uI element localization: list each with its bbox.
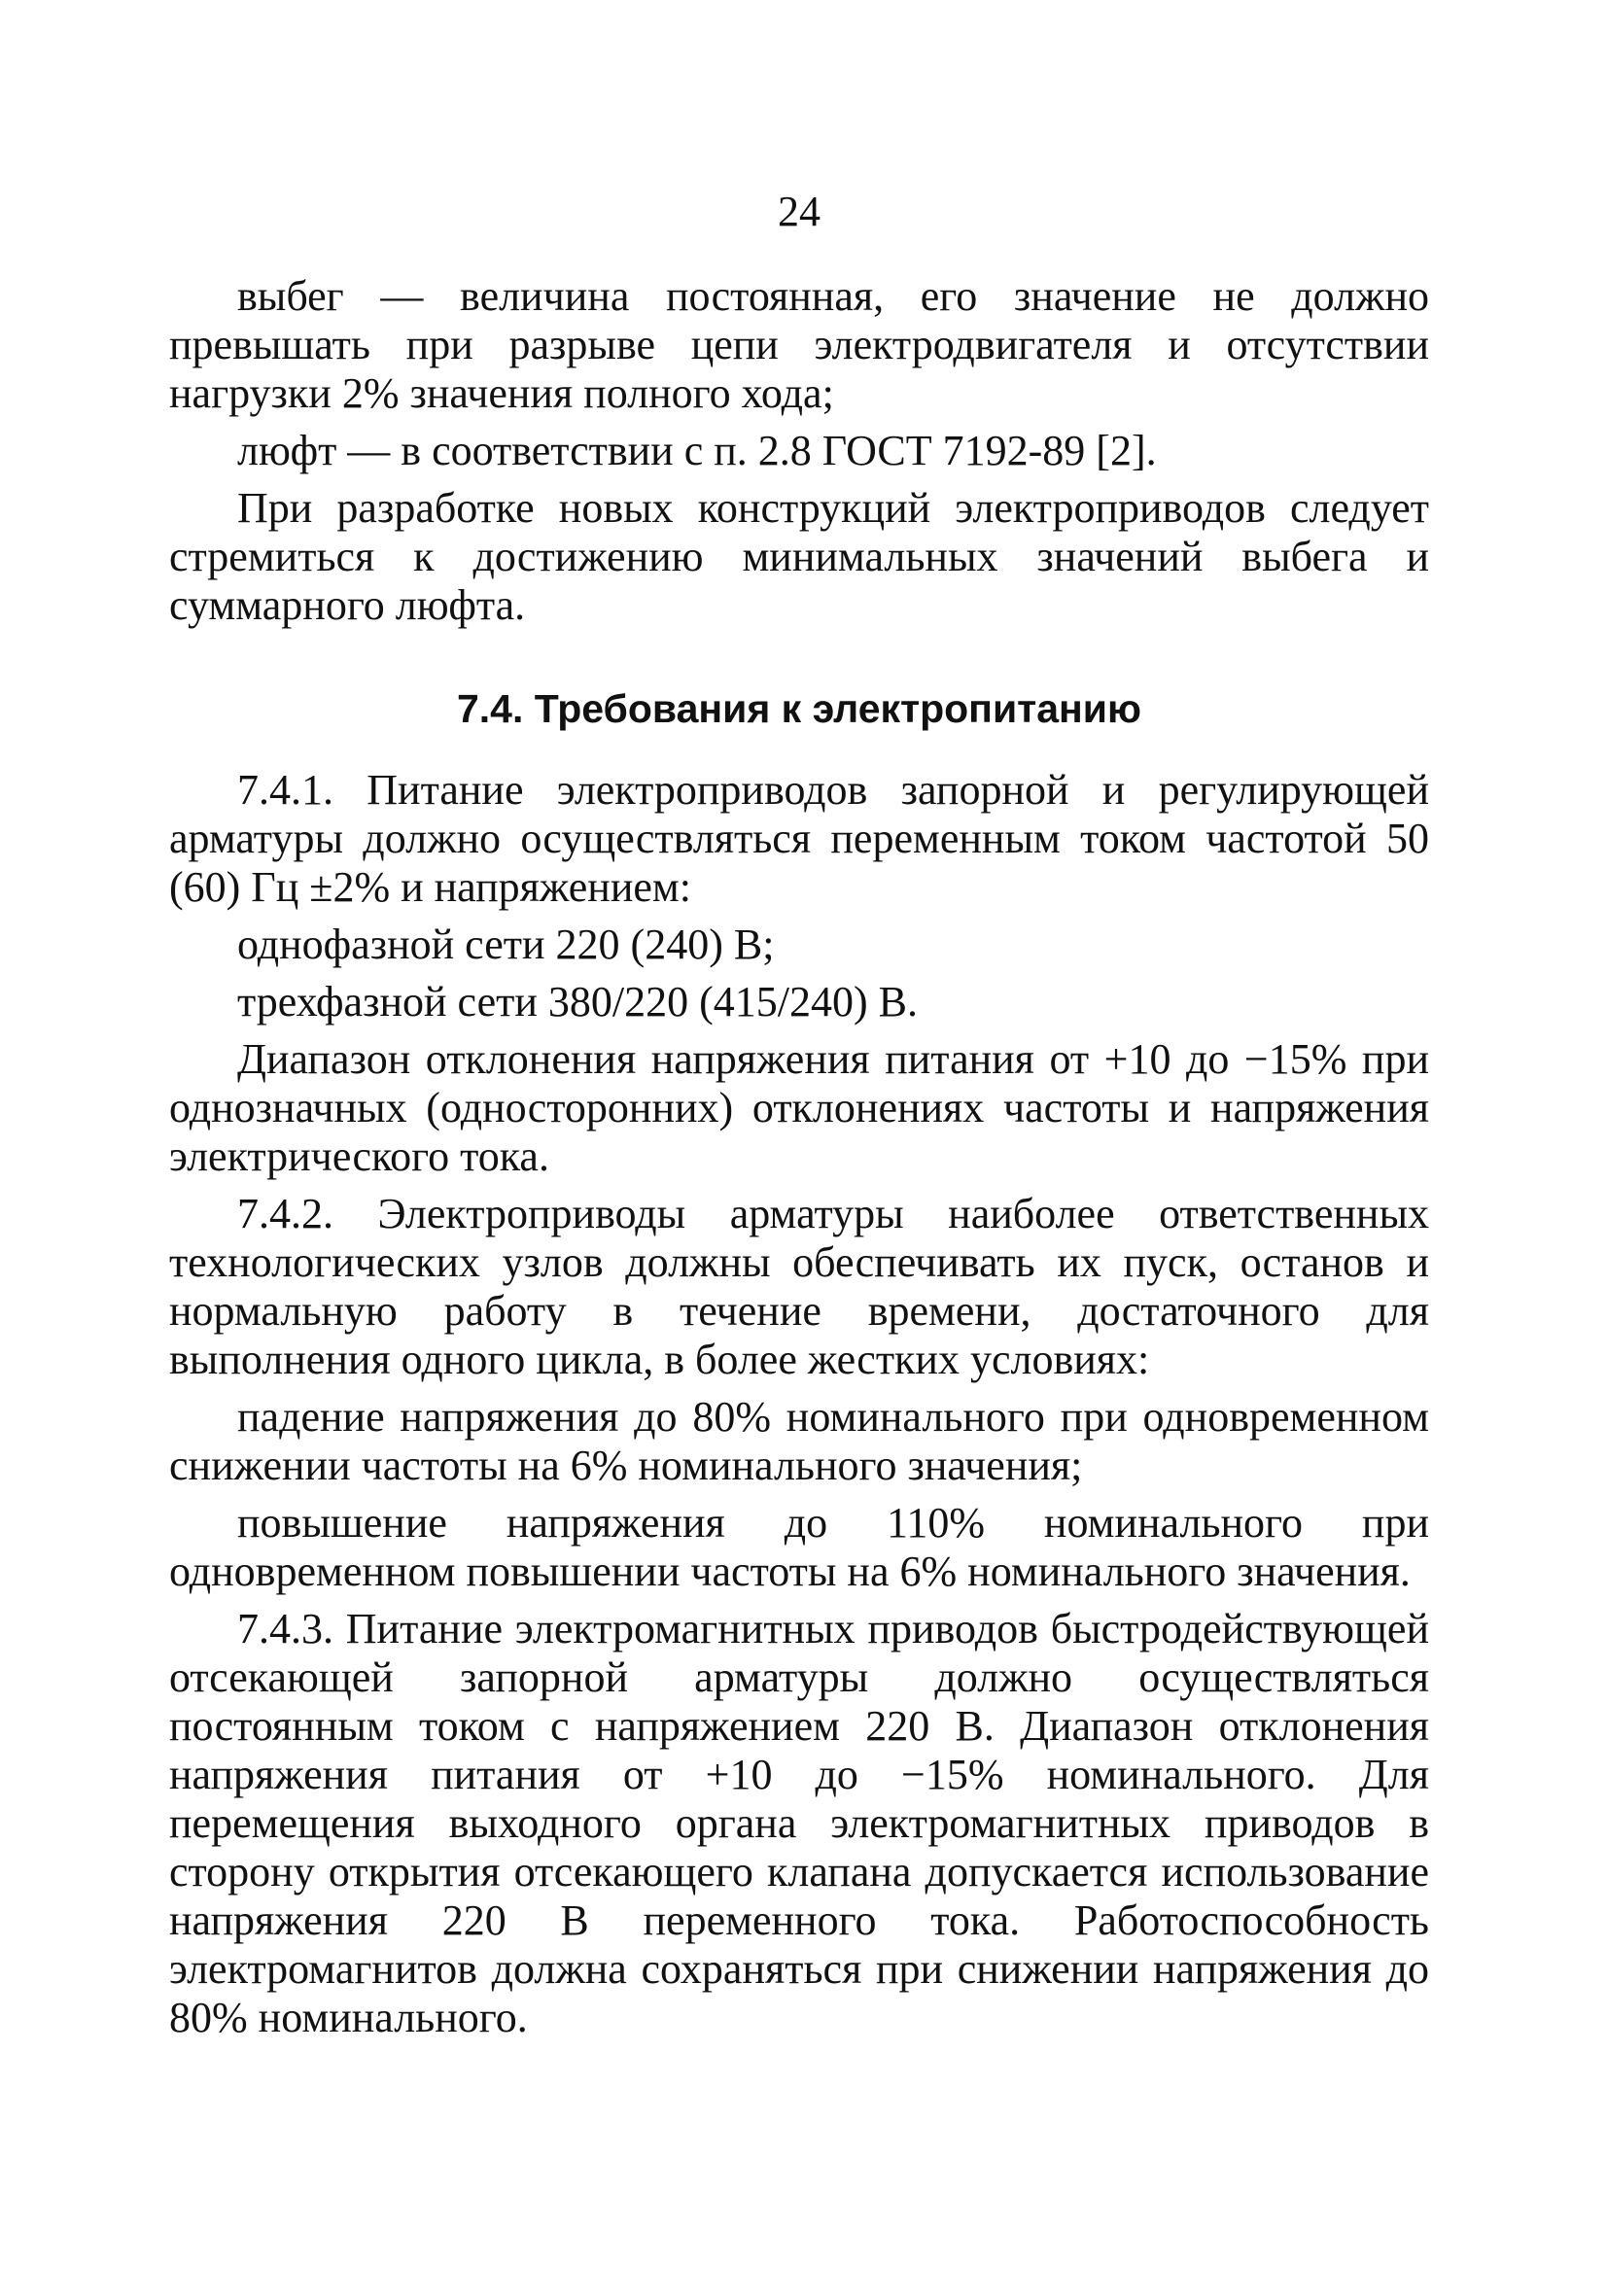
paragraph-7-4-2: 7.4.2. Электроприводы арматуры наиболее ответственных технологических узлов должны обеспечивать их пуск, останов и нормальную работу в течение времени, достаточного для выполнения одного цикла, в более жестких условиях: — [169, 1190, 1429, 1383]
paragraph-three-phase: трехфазной сети 380/220 (415/240) В. — [237, 978, 919, 1026]
paragraph-voltage-drop: падение напряжения до 80% номинального при одновременном снижении частоты на 6% номинального значения; — [169, 1393, 1429, 1489]
section-heading: 7.4. Требования к электропитанию — [456, 686, 1142, 731]
document-page — [169, 185, 1429, 2051]
paragraph-design-recommendation: При разработке новых конструкций электроприводов следует стремиться к достижению минимальных значений выбега и суммарного люфта. — [169, 484, 1429, 629]
page-number: 24 — [778, 188, 821, 235]
paragraph-overrun: выбег — величина постоянная, его значение не должно превышать при разрыве цепи электродвигателя и отсутствии нагрузки 2% значения полного хода; — [169, 272, 1429, 417]
paragraph-voltage-rise: повышение напряжения до 110% номинального при одновременном повышении частоты на 6% номинального значения. — [169, 1499, 1429, 1595]
paragraph-7-4-3: 7.4.3. Питание электромагнитных приводов быстродействующей отсекающей запорной арматуры должно осуществляться постоянным током с напряжением 220 В. Диапазон отклонения напряжения питания от +10 до −15% номинального. Для перемещения выходного органа электромагнитных приводов в сторону открытия отсекающего клапана допускается использование напряжения 220 В переменного тока. Работоспособность электромагнитов должна сохраняться при снижении напряжения до 80% номинального. — [169, 1605, 1429, 2041]
paragraph-backlash: люфт — в соответствии с п. 2.8 ГОСТ 7192-89 [2]. — [237, 427, 1157, 474]
paragraph-voltage-deviation: Диапазон отклонения напряжения питания от +10 до −15% при однозначных (односторонних) отклонениях частоты и напряжения электрического тока. — [169, 1035, 1429, 1180]
paragraph-single-phase: однофазной сети 220 (240) В; — [237, 921, 775, 968]
paragraph-7-4-1: 7.4.1. Питание электроприводов запорной и регулирующей арматуры должно осуществляться переменным током частотой 50 (60) Гц ±2% и напряжением: — [169, 766, 1429, 911]
